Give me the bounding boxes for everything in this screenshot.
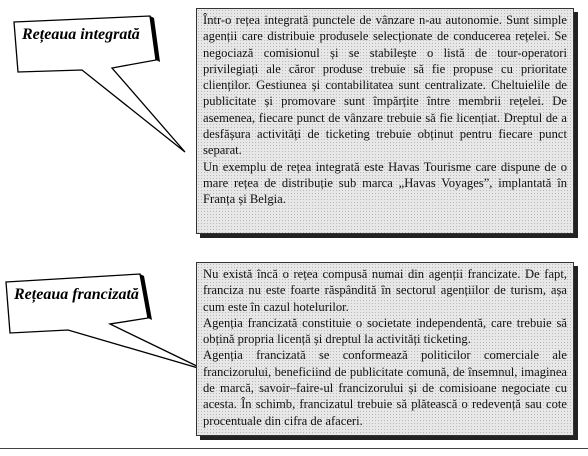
paragraph: Agenția francizată constituie o societate independentă, care trebuie să obțină propria licență și dreptul la activități ticketing. bbox=[203, 315, 567, 347]
paragraph: Un exemplu de rețea integrată este Havas Tourisme care dispune de o mare rețea de distribuție sub marca „Havas Voyages”, implantată în Franța și Belgia. bbox=[203, 159, 567, 207]
section-label-francizata: Rețeaua francizată bbox=[14, 286, 139, 303]
paragraph: Într-o rețea integrată punctele de vânzare n-au autonomie. Sunt simple agenții care distribuie produsele selecționate de conducerea rețelei. Se negociază comisionul și se stabilește o listă de tour-operatori privilegiați ale căror produse trebuie să fie propuse cu prioritate clienților. Gestiunea și contabilitatea sunt centralizate. Cheltuielile de publicitate și promovare sunt împărțite între membrii rețelei. De asemenea, fiecare punct de vânzare trebuie să fie licențiat. Dreptul de a desfășura activități de ticketing trebuie obținut pentru fiecare punct separat. bbox=[203, 13, 567, 158]
section-label-integrata: Rețeaua integrată bbox=[22, 26, 140, 43]
textbox-francizata bbox=[196, 262, 574, 436]
textbox-integrata bbox=[196, 8, 574, 234]
bottom-rule bbox=[0, 448, 588, 449]
paragraph: Agenția francizată se conformează politicilor comerciale ale francizorului, beneficiind de publicitate comună, de însemnul, imaginea de marcă, savoir–faire-ul francizorului și de comisioane negociate cu acesta. În schimb, francizatul trebuie să plătească o redevență sau cote procentuale din cifra de afaceri. bbox=[203, 348, 567, 428]
paragraph: Nu există încă o rețea compusă numai din agenții francizate. De fapt, franciza nu este foarte răspândită în sectorul agențiilor de turism, așa cum este în cazul hotelurilor. bbox=[203, 267, 567, 314]
